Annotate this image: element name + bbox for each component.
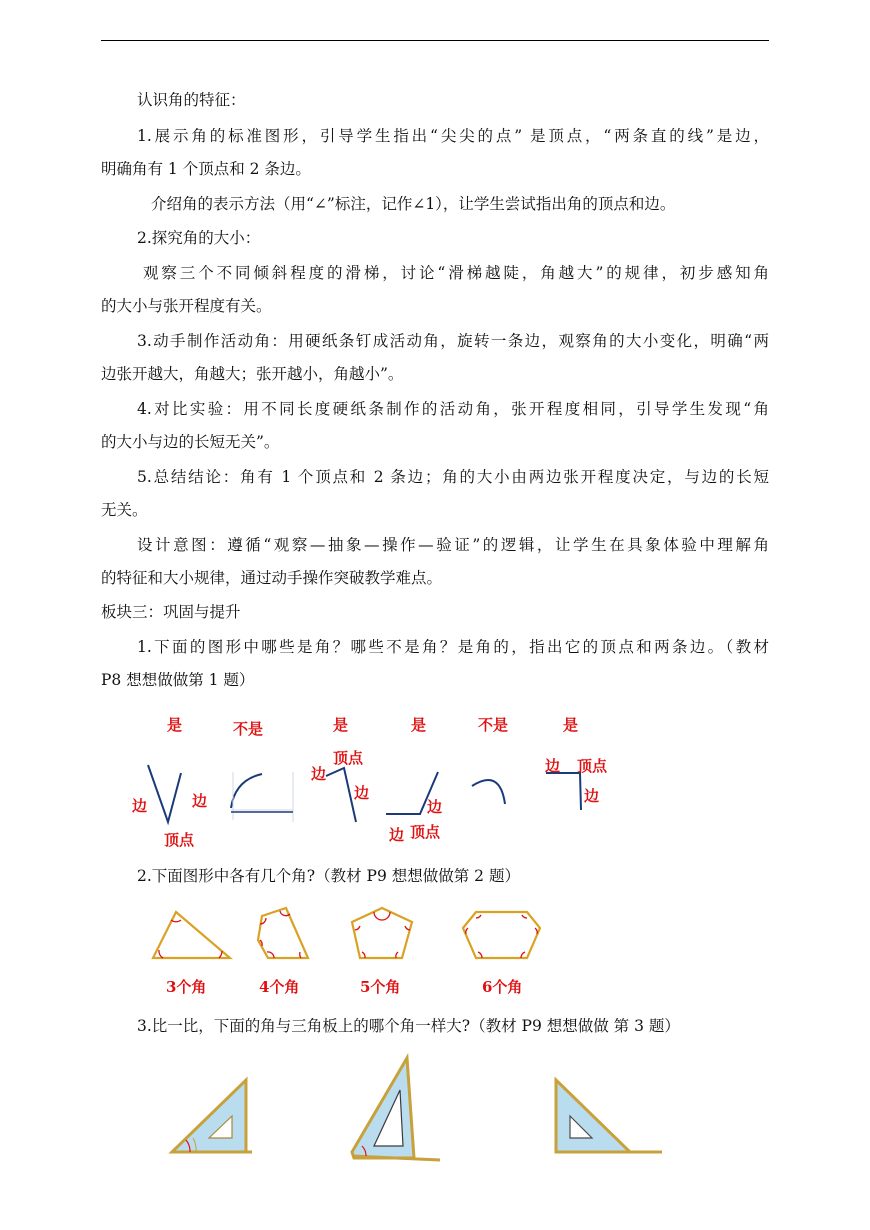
header-rule: [101, 40, 769, 41]
answer-label: 是: [563, 716, 579, 734]
paragraph-4-cont: 的大小与边的长短无关”。: [101, 433, 280, 451]
paragraph-2-title: 2.探究角的大小：: [137, 229, 261, 247]
paragraph-1: 1.展示角的标准图形，引导学生指出“尖尖的点” 是顶点，“两条直的线”是边，: [137, 127, 769, 145]
vertex-label: 顶点: [333, 749, 364, 767]
question-2: 2.下面图形中各有几个角?（教材 P9 想想做做第 2 题）: [137, 867, 520, 885]
question-1: 1.下面的图形中哪些是角？哪些不是角？是角的，指出它的顶点和两条边。（教材: [137, 638, 769, 656]
edge-label: 边: [584, 787, 600, 805]
edge-label: 边: [311, 765, 327, 783]
paragraph-2: 观察三个不同倾斜程度的滑梯，讨论“滑梯越陡，角越大”的规律，初步感知角: [143, 264, 769, 282]
question-3: 3.比一比，下面的角与三角板上的哪个角一样大?（教材 P9 想想做做 第 3 题）: [137, 1017, 680, 1035]
edge-label: 边: [427, 798, 443, 816]
paragraph-4: 4.对比实验：用不同长度硬纸条制作的活动角，张开程度相同，引导学生发现“角: [137, 400, 769, 418]
vertex-label: 顶点: [410, 823, 441, 841]
paragraph-3: 3.动手制作活动角：用硬纸条钉成活动角，旋转一条边，观察角的大小变化，明确“两: [137, 332, 769, 350]
answer-label: 不是: [233, 720, 264, 738]
paragraph-2-cont: 的大小与张开程度有关。: [101, 297, 272, 315]
paragraph-5: 5.总结结论：角有 1 个顶点和 2 条边；角的大小由两边张开程度决定，与边的长短: [137, 468, 769, 486]
answer-label: 是: [333, 716, 349, 734]
polygon-answer: 4个角: [259, 978, 300, 996]
paragraph-3-cont: 边张开越大，角越大；张开越小，角越小”。: [101, 365, 404, 383]
edge-label: 边: [354, 784, 370, 802]
section-heading: 认识角的特征：: [137, 91, 246, 109]
question-1-cont: P8 想想做做第 1 题）: [101, 671, 255, 689]
answer-label: 是: [167, 716, 183, 734]
paragraph-1b: 介绍角的表示方法（用“∠”标注，记作∠1），让学生尝试指出角的顶点和边。: [151, 195, 676, 213]
vertex-label: 顶点: [164, 831, 195, 849]
paragraph-1-cont: 明确角有 1 个顶点和 2 条边。: [101, 160, 311, 178]
answer-label: 不是: [478, 716, 509, 734]
edge-label: 边: [545, 757, 561, 775]
polygon-answer: 3个角: [166, 978, 207, 996]
answer-label: 是: [411, 716, 427, 734]
polygon-answer: 6个角: [482, 978, 523, 996]
section3-heading: 板块三：巩固与提升: [101, 603, 241, 621]
paragraph-5-cont: 无关。: [101, 501, 148, 519]
design-intent: 设计意图：遵循“观察—抽象—操作—验证”的逻辑，让学生在具象体验中理解角: [137, 536, 769, 554]
polygon-figures: [0, 900, 870, 970]
set-square-figures: [0, 1050, 870, 1170]
edge-label: 边: [132, 797, 148, 815]
polygon-answer: 5个角: [360, 978, 401, 996]
edge-label: 边: [389, 826, 405, 844]
design-intent-cont: 的特征和大小规律，通过动手操作突破教学难点。: [101, 569, 443, 587]
vertex-label: 顶点: [577, 757, 608, 775]
edge-label: 边: [192, 792, 208, 810]
